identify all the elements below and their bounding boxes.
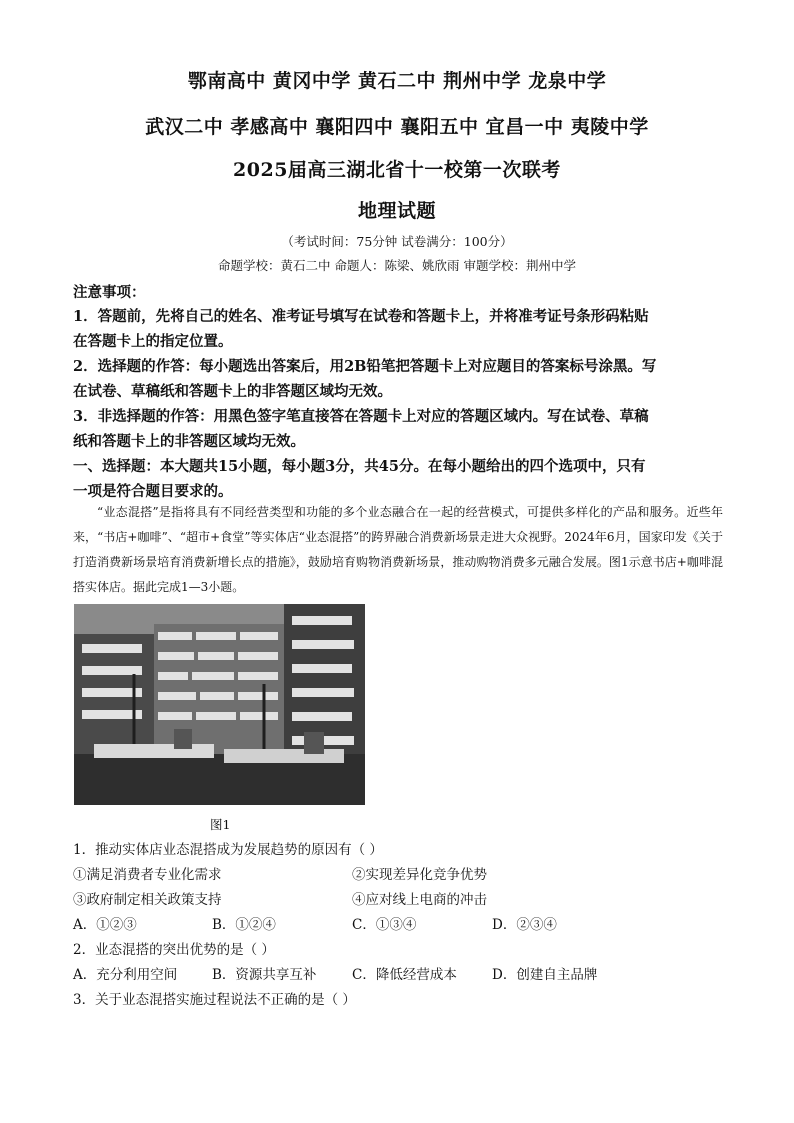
notes-line: 在试卷、草稿纸和答题卡上的非答题区域均无效。 xyxy=(73,383,392,400)
question-3-stem: 3．关于业态混搭实施过程说法不正确的是（ ） xyxy=(73,992,356,1008)
subject-title: 地理试题 xyxy=(357,200,436,222)
question-2-option-d[interactable]: D．创建自主品牌 xyxy=(492,967,598,983)
question-2-option-b[interactable]: B．资源共享互补 xyxy=(212,967,317,983)
question-1-item: ③政府制定相关政策支持 xyxy=(73,892,222,908)
question-1-item: ④应对线上电商的冲击 xyxy=(352,892,487,908)
notes-line: 2．选择题的作答：每小题选出答案后，用2B铅笔把答题卡上对应题目的答案标号涂黑。写 xyxy=(73,358,657,375)
question-2-option-a[interactable]: A．充分利用空间 xyxy=(73,967,178,983)
question-2-option-c[interactable]: C．降低经营成本 xyxy=(352,967,457,983)
notes-heading: 注意事项： xyxy=(73,284,146,301)
notes-line: 在答题卡上的指定位置。 xyxy=(73,333,233,350)
bookstore-cafe-photo xyxy=(74,604,365,805)
question-1-option-d[interactable]: D．②③④ xyxy=(492,917,557,933)
question-1-stem: 1．推动实体店业态混搭成为发展趋势的原因有（ ） xyxy=(73,842,383,858)
question-1-item: ①满足消费者专业化需求 xyxy=(73,867,222,883)
notes-line: 3．非选择题的作答：用黑色签字笔直接答在答题卡上对应的答题区域内。写在试卷、草稿 xyxy=(73,408,649,425)
notes-line: 1．答题前，先将自己的姓名、准考证号填写在试卷和答题卡上，并将准考证号条形码粘贴 xyxy=(73,308,649,325)
question-1-item: ②实现差异化竞争优势 xyxy=(352,867,487,883)
question-1-option-c[interactable]: C．①③④ xyxy=(352,917,417,933)
exam-authors: 命题学校：黄石二中 命题人：陈梁、姚欣雨 审题学校：荆州中学 xyxy=(218,258,576,273)
question-1-option-a[interactable]: A．①②③ xyxy=(73,917,137,933)
schools-line-1: 鄂南高中 黄冈中学 黄石二中 荆州中学 龙泉中学 xyxy=(187,70,607,92)
question-1-option-b[interactable]: B．①②④ xyxy=(212,917,276,933)
figure-caption: 图1 xyxy=(210,817,231,832)
notes-line: 纸和答题卡上的非答题区域均无效。 xyxy=(73,433,305,450)
exam-info: （考试时间：75分钟 试卷满分：100分） xyxy=(281,234,513,249)
exam-title: 2025届高三湖北省十一校第一次联考 xyxy=(233,159,561,181)
bookstore-cafe-illustration xyxy=(74,604,365,805)
section-heading: 一、选择题：本大题共15小题，每小题3分，共45分。在每小题给出的四个选项中，只有 xyxy=(73,458,646,475)
section-heading-cont: 一项是符合题目要求的。 xyxy=(73,483,233,500)
question-2-stem: 2．业态混搭的突出优势的是（ ） xyxy=(73,942,275,958)
reading-material: “业态混搭”是指将具有不同经营类型和功能的多个业态融合在一起的经营模式，可提供多样化的产品和服务。近些年来，“书店+咖啡”、“超市+食堂”等实体店“业态混搭”的跨界融合消费新场景走进大众视野。2024年6月，国家印发《关于打造消费新场景培育消费新增长点的措施》，鼓励培育购物消费新场景，推动购物消费多元融合发展。图1示意书店+咖啡混搭实体店。据此完成1—3小题。 xyxy=(73,505,723,594)
schools-line-2: 武汉二中 孝感高中 襄阳四中 襄阳五中 宜昌一中 夷陵中学 xyxy=(145,116,649,138)
